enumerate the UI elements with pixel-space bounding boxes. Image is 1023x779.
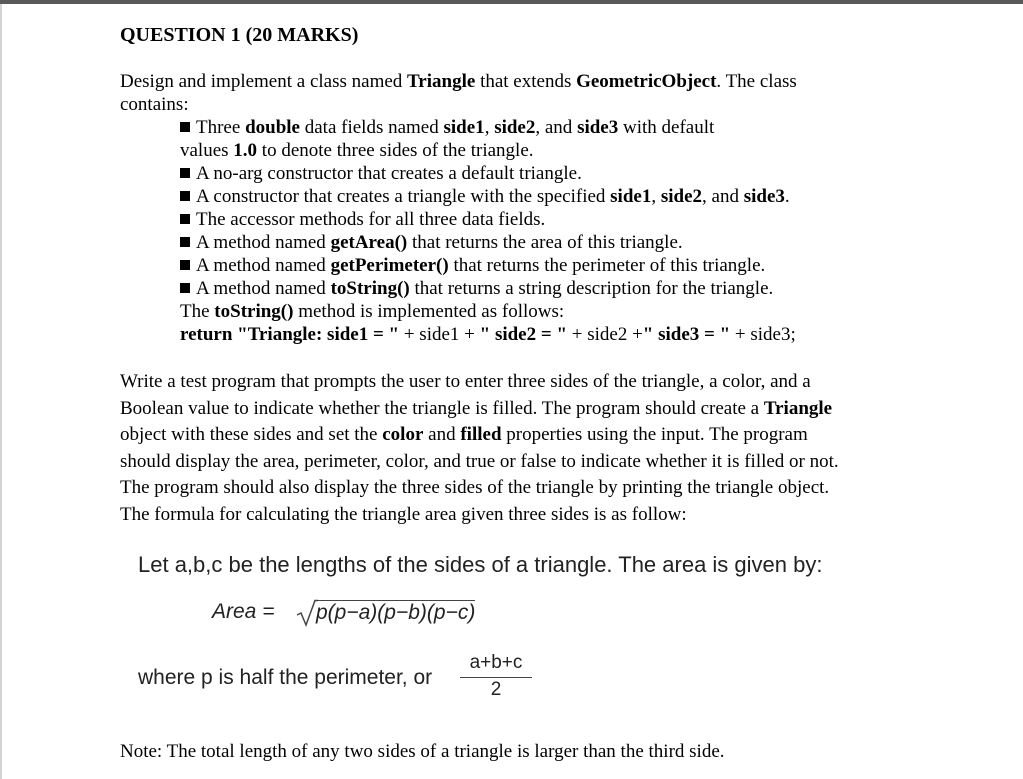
item-text: data fields named — [299, 117, 444, 138]
item-keyword: toString() — [214, 301, 294, 322]
item-keyword: side1 — [443, 117, 485, 138]
item-keyword: side1 — [610, 186, 652, 207]
viewer-top-border — [0, 0, 1023, 4]
sqrt-radicand: p(p−a)(p−b)(p−c) — [316, 601, 476, 624]
item-text: A method named — [196, 278, 331, 299]
item-keyword: 1.0 — [233, 140, 258, 161]
class-name-geometricobject: GeometricObject — [576, 71, 717, 92]
where-label: where p is half the perimeter, or — [138, 666, 433, 689]
list-item — [180, 208, 880, 231]
intro-line-1 — [120, 70, 880, 93]
class-name-triangle: Triangle — [407, 71, 476, 92]
item-keyword: side3 — [577, 117, 619, 138]
bullet-square-icon — [180, 191, 190, 201]
sqrt-radical-icon — [296, 598, 318, 628]
intro-paragraph — [120, 70, 880, 116]
line-text: object with these sides and set the — [120, 424, 383, 445]
list-item — [180, 277, 880, 300]
intro-text: . The class — [716, 71, 797, 92]
tostring-return-code — [180, 323, 880, 346]
half-perimeter-fraction — [460, 652, 532, 702]
paragraph-line: Write a test program that prompts the user to enter three sides of the triangle, a color, and a — [120, 371, 811, 392]
intro-text: Design and implement a class named — [120, 71, 408, 92]
bullet-square-icon — [180, 260, 190, 270]
item-text: that returns a string description for the triangle. — [409, 278, 774, 299]
item-text: A method named — [196, 255, 331, 276]
item-text: that returns the perimeter of this triangle. — [448, 255, 766, 276]
item-text: method is implemented as follows: — [293, 301, 565, 322]
item-text: that returns the area of this triangle. — [407, 232, 683, 253]
bullet-square-icon — [180, 283, 190, 293]
paragraph-line — [120, 422, 900, 449]
paragraph-line: should display the area, perimeter, color, and true or false to indicate whether it is filled or not. — [120, 450, 839, 472]
list-item-continuation — [180, 139, 880, 162]
code-text: + side2 + — [567, 324, 643, 345]
item-text: The accessor methods for all three data fields. — [196, 209, 546, 230]
code-literal: return "Triangle: side1 = " — [180, 324, 400, 345]
question-heading: QUESTION 1 (20 MARKS) — [120, 24, 359, 46]
list-item — [180, 116, 880, 139]
bullet-square-icon — [180, 122, 190, 132]
item-text: A method named — [196, 232, 331, 253]
fraction-numerator: a+b+c — [460, 652, 532, 678]
formula-intro-text: Let a,b,c be the lengths of the sides of a triangle. The area is given by: — [138, 552, 823, 577]
intro-line-2: contains: — [120, 94, 189, 115]
item-text: , and — [702, 186, 744, 207]
item-keyword: side3 — [743, 186, 785, 207]
line-text: properties using the input. The program — [501, 424, 808, 445]
line-keyword: color — [382, 424, 424, 445]
paragraph-line — [120, 396, 900, 423]
item-keyword: getArea() — [330, 232, 408, 253]
item-text: values — [180, 140, 234, 161]
paragraph-line: The program should also display the three sides of the triangle by printing the triangle object. — [120, 477, 830, 498]
line-text: and — [423, 424, 461, 445]
item-text: A constructor that creates a triangle with the specified — [196, 186, 611, 207]
intro-text: that extends — [475, 71, 577, 92]
item-text: , — [484, 117, 495, 138]
bullet-square-icon — [180, 168, 190, 178]
code-literal: " side2 = " — [479, 324, 567, 345]
item-text: , — [651, 186, 661, 207]
line-keyword: Triangle — [763, 397, 833, 419]
test-program-paragraph — [120, 369, 900, 528]
line-keyword: filled — [460, 424, 502, 445]
item-keyword: toString() — [330, 278, 410, 299]
tostring-description — [180, 300, 880, 323]
code-text: + side3; — [730, 324, 796, 345]
line-text: Boolean value to indicate whether the triangle is filled. The program should create a — [120, 397, 764, 419]
list-item — [180, 185, 880, 208]
list-item — [180, 254, 880, 277]
bullet-square-icon — [180, 214, 190, 224]
page-left-edge — [0, 4, 2, 779]
area-label: Area = — [212, 600, 275, 623]
code-text: + side1 + — [399, 324, 480, 345]
item-text: Three — [196, 117, 246, 138]
paragraph-line: The formula for calculating the triangle area given three sides is as follow: — [120, 503, 687, 525]
item-text: . — [784, 186, 790, 207]
list-item — [180, 162, 880, 185]
item-text: to denote three sides of the triangle. — [257, 140, 534, 161]
requirements-list — [180, 116, 880, 346]
fraction-denominator: 2 — [490, 679, 502, 700]
list-item — [180, 231, 880, 254]
item-text: A no-arg constructor that creates a default triangle. — [196, 163, 582, 184]
item-text: with default — [618, 117, 715, 138]
heron-formula-figure — [120, 542, 880, 722]
code-literal: " side3 = " — [642, 324, 731, 345]
item-text: The — [180, 301, 215, 322]
note-text: Note: The total length of any two sides of a triangle is larger than the third side. — [120, 741, 725, 762]
item-keyword: getPerimeter() — [330, 255, 449, 276]
item-keyword: side2 — [660, 186, 703, 207]
item-text: , and — [535, 117, 578, 138]
bullet-square-icon — [180, 237, 190, 247]
item-keyword: side2 — [494, 117, 536, 138]
item-keyword: double — [245, 117, 300, 138]
